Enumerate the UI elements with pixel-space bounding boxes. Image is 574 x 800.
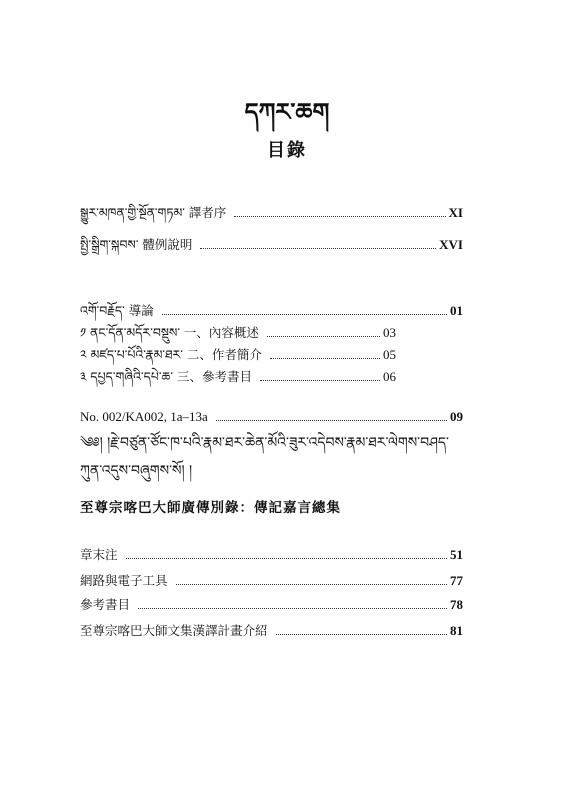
toc-entry-page: 01 [450,303,463,318]
dot-leader [176,584,447,585]
toc-entry-page: 81 [450,623,463,638]
dot-leader [126,558,447,559]
toc-entry-endnotes[interactable] [80,546,463,564]
toc-entry-label: འགོ་བརྗོད་ 導論 [80,303,154,318]
toc-entry-label: 參考書目 [80,597,131,612]
toc-entry-page: 51 [450,547,463,562]
dot-leader [260,380,380,381]
toc-entry-page: 05 [383,347,396,362]
toc-entry-page: 77 [450,573,463,588]
toc-entry-label: 至尊宗喀巴大師文集漢譯計畫介紹 [80,623,268,638]
chinese-text-title: 至尊宗喀巴大師廣傳別錄：傳記嘉言總集 [80,500,341,516]
toc-entry-introduction[interactable] [80,302,463,320]
toc-entry-label: ༢ མཛད་པ་པོའི་རྣམ་ཐར་ 二、作者簡介 [80,347,262,362]
page-title-chinese: 目錄 [267,140,307,161]
dot-leader [276,634,447,635]
toc-entry-online-tools[interactable] [80,572,463,590]
dot-leader [200,248,436,249]
tibetan-title-line-1: ༄༅། །རྗེ་བཙུན་ཙོང་ཁ་པའི་རྣམ་ཐར་ཆེན་མོའི་ཟུར་འདེབས་རྣམ་ཐར་ལེགས་བཤད་ [80,435,449,451]
toc-entry-text[interactable] [80,408,463,426]
toc-entry-translation-project[interactable] [80,622,463,640]
tibetan-title-line-2: ཀུན་འདུས་བཞུགས་སོ། ། [80,463,193,479]
toc-entry-label: ༡ ནང་དོན་མདོར་བསྡུས་ 一、內容概述 [80,325,259,340]
toc-entry-page: 09 [450,409,463,424]
dot-leader [162,314,447,315]
toc-entry-label: No. 002/KA002, 1a–13a [80,409,208,424]
dot-leader [234,216,445,217]
toc-entry-label: 章末注 [80,547,118,562]
toc-entry-translator-preface[interactable] [80,204,463,222]
toc-subentry-references[interactable] [80,368,396,386]
dot-leader [216,420,447,421]
toc-subentry-author-bio[interactable] [80,346,396,364]
toc-entry-label: 網路與電子工具 [80,573,168,588]
toc-entry-page: 78 [450,597,463,612]
toc-entry-label: སྤྱི་སྒྲིག་སྐབས་ 體例說明 [80,237,193,252]
toc-entry-label: ༣ དཔྱད་གཞིའི་དཔེ་ཆ་ 三、參考書目 [80,369,252,384]
dot-leader [267,336,380,337]
toc-entry-bibliography[interactable] [80,596,463,614]
toc-entry-page: 03 [383,325,396,340]
toc-entry-page: XVI [439,237,463,252]
toc-entry-page: 06 [383,369,396,384]
toc-subentry-content-overview[interactable] [80,324,396,342]
page-title-tibetan: དཀར་ཆག [244,97,330,126]
toc-entry-conventions[interactable] [80,236,463,254]
toc-entry-page: XI [448,205,463,220]
dot-leader [138,608,447,609]
dot-leader [270,358,380,359]
toc-entry-label: སྒྱུར་མཁན་གྱི་སྔོན་གཏམ་ 譯者序 [80,205,227,220]
